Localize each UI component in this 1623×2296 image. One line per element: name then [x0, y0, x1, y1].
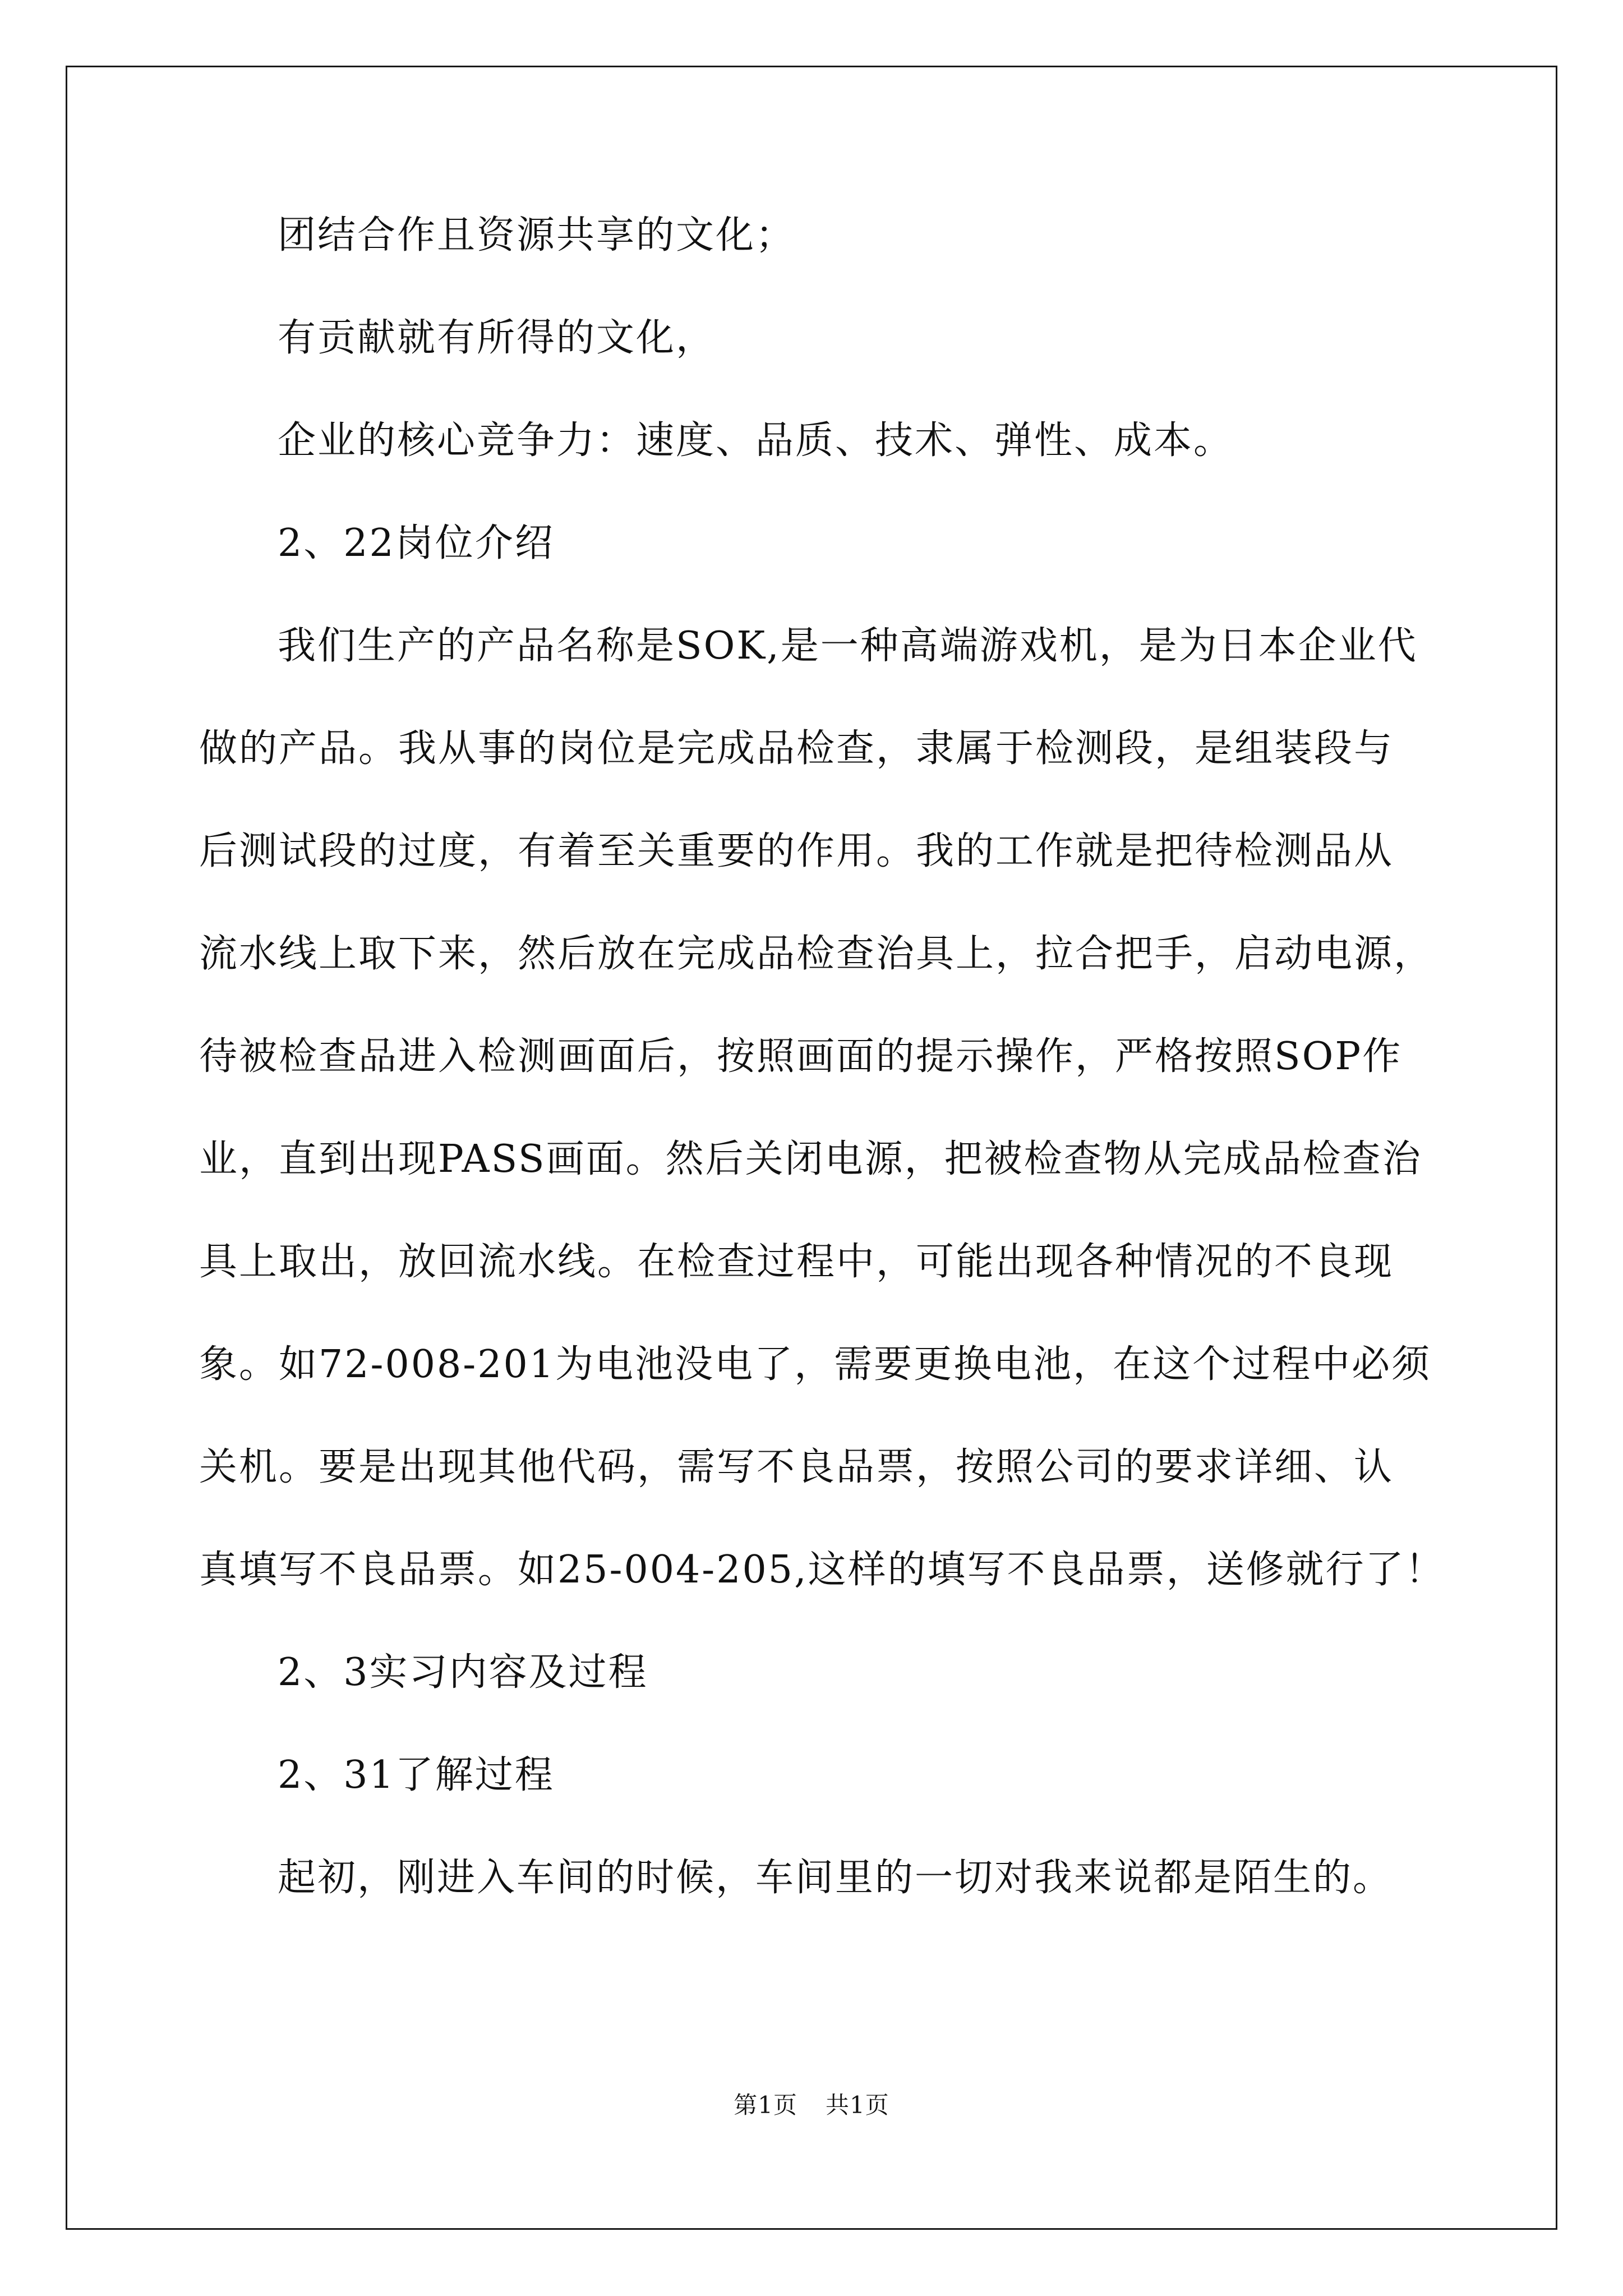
- paragraph-line: 待被检查品进入检测画面后，按照画面的提示操作，严格按照SOP作: [199, 1034, 1403, 1079]
- paragraph-line: 象。如72-008-201为电池没电了，需要更换电池，在这个过程中必须: [199, 1342, 1432, 1387]
- paragraph-line: 有贡献就有所得的文化，: [278, 316, 716, 360]
- paragraph-line: 起初，刚进入车间的时候，车间里的一切对我来说都是陌生的。: [278, 1856, 1393, 1900]
- section-heading: 2、3实习内容及过程: [278, 1650, 648, 1695]
- paragraph-line: 关机。要是出现其他代码，需写不良品票，按照公司的要求详细、认: [199, 1445, 1394, 1489]
- page-total: 共1页: [826, 2091, 889, 2119]
- page-footer: [0, 2090, 1623, 2121]
- paragraph-line: 流水线上取下来，然后放在完成品检查治具上，拉合把手，启动电源，: [199, 932, 1434, 976]
- page-number: 第1页: [734, 2091, 797, 2119]
- paragraph-line: 具上取出，放回流水线。在检查过程中，可能出现各种情况的不良现: [199, 1240, 1394, 1284]
- paragraph-line: 企业的核心竞争力：速度、品质、技术、弹性、成本。: [278, 418, 1234, 463]
- paragraph-line: 做的产品。我从事的岗位是完成品检查，隶属于检测段，是组装段与: [199, 726, 1394, 771]
- section-heading: 2、31了解过程: [278, 1753, 555, 1797]
- paragraph-line: 我们生产的产品名称是SOK,是一种高端游戏机，是为日本企业代: [278, 624, 1418, 668]
- paragraph-line: 真填写不良品票。如25-004-205,这样的填写不良品票，送修就行了！: [199, 1548, 1445, 1592]
- paragraph-line: 后测试段的过度，有着至关重要的作用。我的工作就是把待检测品从: [199, 829, 1394, 873]
- paragraph-line: 业，直到出现PASS画面。然后关闭电源，把被检查物从完成品检查治: [199, 1137, 1422, 1181]
- paragraph-line: 团结合作且资源共享的文化；: [278, 213, 796, 257]
- section-heading: 2、22岗位介绍: [278, 521, 555, 565]
